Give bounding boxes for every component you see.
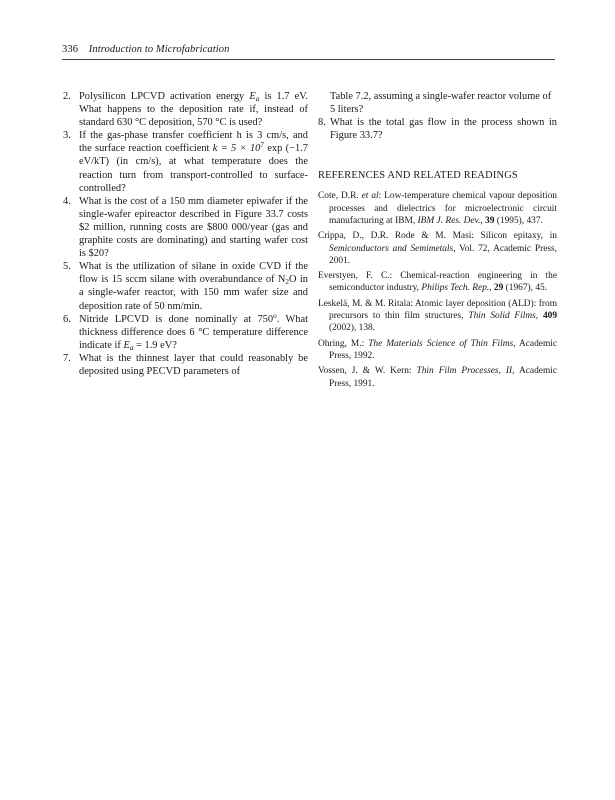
exercise-item: 2. Polysilicon LPCVD activation energy $E_a$ is 1.7 eV. What happens to the deposition rate if, instead of standard 630 °C deposition, 570 °C is used? [63,91,308,129]
page-number: 336 [62,44,79,55]
running-title: Introduction to Microfabrication [88,44,230,55]
exercise-number: 8. [318,117,326,129]
reference-item: Cote, D.R. et al: Low-temperature chemical vapour deposition processes and dielectrics for microelectronic circuit manufacturing at IBM, IBM J. Res. Dev., 39 (1995), 437. [318,191,557,226]
exercise-continuation: Table 7.2, assuming a single-wafer reactor volume of 5 liters? [330,91,552,116]
reference-list [318,190,557,389]
reference-item: Vossen, J. & W. Kern: Thin Film Processes, II, Academic Press, 1991. [318,366,557,389]
exercise-item: 5. What is the utilization of silane in oxide CVD if the flow is 15 sccm silane with overabundance of $N_2O$ in a single-wafer reactor, with 150 mm wafer size and deposition rate of 50 nm/min. [63,261,308,312]
exercise-number: 4. [63,195,71,207]
exercise-item: 8. What is the total gas flow in the process shown in Figure 33.7? [318,117,557,142]
reference-item: Crippa, D., D.R. Rode & M. Masi: Silicon epitaxy, in Semiconductors and Semimetals, Vol. 72, Academic Press, 2001. [318,231,557,266]
running-header [62,44,229,55]
reference-item: Leskelä, M. & M. Ritala: Atomic layer deposition (ALD): from precursors to thin film structures, Thin Solid Films, 409 (2002), 138. [318,298,558,334]
header-rule [62,59,555,60]
exercise-number: 6. [63,313,71,325]
reference-item: Everstyen, F. C.: Chemical-reaction engineering in the semiconductor industry, Philips Tech. Rep., 29 (1967), 45. [318,271,557,294]
exercise-number: 5. [63,261,71,273]
exercise-item: 3. If the gas-phase transfer coefficient h is 3 cm/s, and the surface reaction coefficient $k = 5 \times 10^7$ exp (−1.7 eV/kT) (in cm/s), at what temperature does the reaction turn from transport-controlled to surface-controlled? [63,130,308,194]
exercise-list [63,90,308,378]
exercise-item: 4. What is the cost of a 150 mm diameter epiwafer if the single-wafer epireactor described in Figure 33.7 costs $2 million, running costs are $800 000/year (gas and graphite costs are dominating) and starting wafer cost is $20? [63,195,308,260]
left-column [63,90,308,378]
exercise-number: 2. [63,91,71,102]
exercise-item: 6. Nitride LPCVD is done nominally at 750$^o$. What thickness difference does 6 °C temperature difference indicate if $E_a = 1.9$ eV? [63,311,308,352]
reference-item: Ohring, M.: The Materials Science of Thin Films, Academic Press, 1992. [318,338,557,361]
exercise-number: 7. [63,352,71,364]
exercise-number: 3. [63,130,71,142]
right-column [318,90,557,393]
references-heading: REFERENCES AND RELATED READINGS [318,170,518,182]
exercise-item: 7. What is the thinnest layer that could reasonably be deposited using PECVD parameters of [63,352,308,377]
